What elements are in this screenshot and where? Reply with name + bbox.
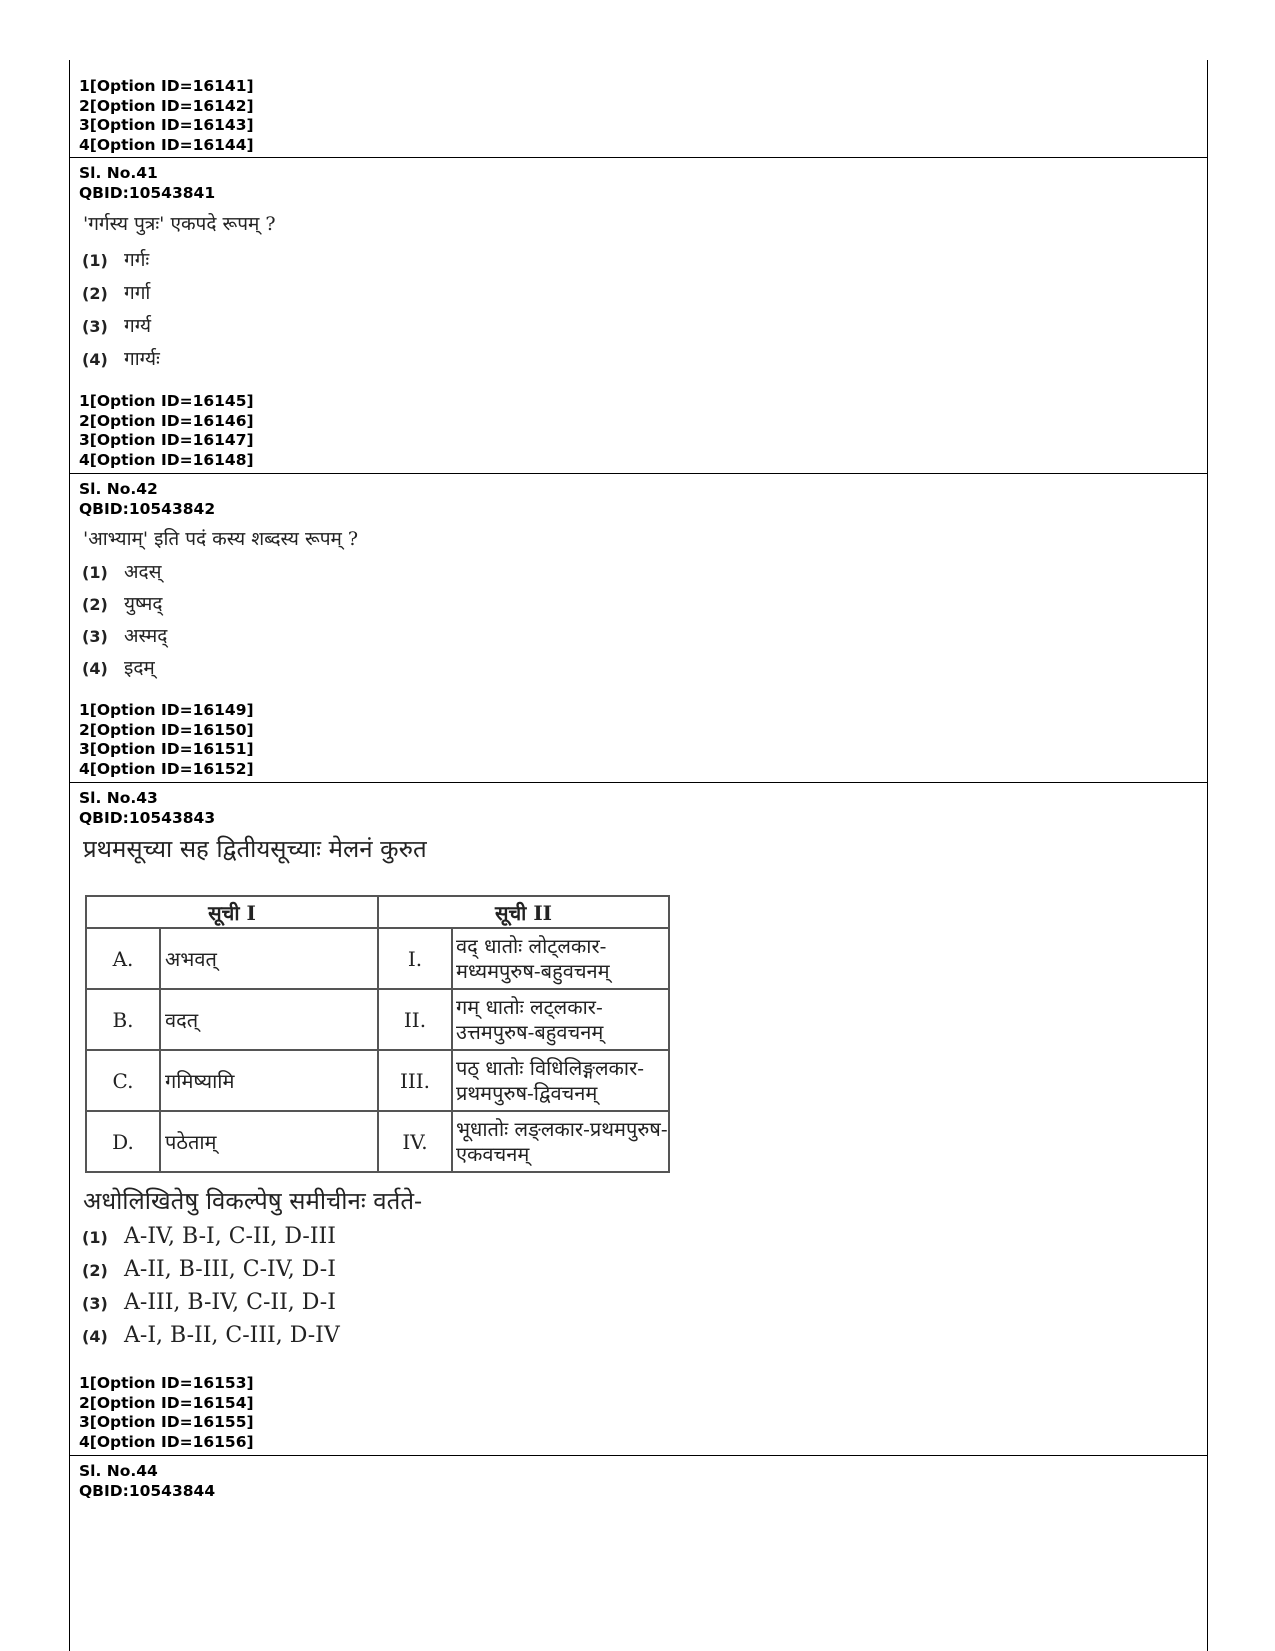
table-cell: III. [378,1050,452,1111]
table-row [86,928,669,989]
option-id: 4[Option ID=16144] [79,135,254,154]
table-cell: D. [86,1111,160,1172]
table-cell: II. [378,989,452,1050]
qbid: QBID:10543841 [79,183,216,202]
option-id-list [70,392,1208,470]
option-id: 4[Option ID=16156] [79,1432,254,1451]
question-prompt: अधोलिखितेषु विकल्पेषु समीचीनः वर्तते- [83,1187,423,1215]
table-cell: C. [86,1050,160,1111]
qbid: QBID:10543842 [79,499,216,518]
table-cell: गम् धातोः लट्लकार-उत्तमपुरुष-बहुवचनम् [452,989,669,1050]
table-cell: I. [378,928,452,989]
option-id: 2[Option ID=16150] [79,720,254,739]
option-id: 3[Option ID=16147] [79,431,254,450]
qbid: QBID:10543844 [79,1481,216,1500]
answer-option: (4) गार्ग्यः [82,348,160,370]
table-cell: वद् धातोः लोट्लकार-मध्यमपुरुष-बहुवचनम् [452,928,669,989]
qbid: QBID:10543843 [79,808,216,827]
table-header: सूची II [378,896,669,928]
table-header: सूची I [86,896,378,928]
question-text: प्रथमसूच्या सह द्वितीयसूच्याः मेलनं कुरुत [83,835,427,863]
answer-option: (3) A-III, B-IV, C-II, D-I [82,1290,336,1315]
divider [70,157,1208,158]
answer-option: (2) A-II, B-III, C-IV, D-I [82,1257,336,1282]
answer-option: (1) अदस् [82,561,162,583]
answer-option: (1) A-IV, B-I, C-II, D-III [82,1224,336,1249]
answer-option: (2) गर्गा [82,282,151,304]
match-table [85,895,670,1173]
option-id: 3[Option ID=16155] [79,1413,254,1432]
option-id: 1[Option ID=16153] [79,1374,254,1392]
question-paper-page [69,60,1208,1651]
option-id-list [70,77,1208,155]
option-id: 2[Option ID=16154] [79,1393,254,1412]
table-cell: A. [86,928,160,989]
table-cell: B. [86,989,160,1050]
answer-option: (4) इदम् [82,657,155,679]
table-header-row [86,896,669,928]
option-id: 1[Option ID=16141] [79,77,254,95]
question-header [70,164,1208,203]
question-text: 'आभ्याम्' इति पदं कस्य शब्दस्य रूपम् ? [83,528,359,550]
table-cell: वदत् [160,989,378,1050]
table-cell: गमिष्यामि [160,1050,378,1111]
answer-option: (4) A-I, B-II, C-III, D-IV [82,1323,340,1348]
table-cell: पठेताम् [160,1111,378,1172]
question-text: 'गर्गस्य पुत्रः' एकपदे रूपम् ? [83,213,276,235]
option-id: 2[Option ID=16146] [79,411,254,430]
divider [70,473,1208,474]
option-id: 3[Option ID=16143] [79,116,254,135]
question-header [70,789,1208,828]
table-cell: पठ् धातोः विधिलिङ्गलकार-प्रथमपुरुष-द्विवचनम् [452,1050,669,1111]
serial-number: Sl. No.43 [79,789,158,807]
table-cell: भूधातोः लङ्लकार-प्रथमपुरुष-एकवचनम् [452,1111,669,1172]
divider [70,782,1208,783]
option-id-list [70,701,1208,779]
divider [70,1455,1208,1456]
answer-option: (3) गर्ग्य [82,315,152,337]
serial-number: Sl. No.41 [79,164,158,182]
option-id: 4[Option ID=16148] [79,450,254,469]
answer-option: (1) गर्गः [82,249,150,271]
answer-option: (2) युष्मद् [82,593,163,615]
table-cell: IV. [378,1111,452,1172]
option-id-list [70,1374,1208,1452]
serial-number: Sl. No.42 [79,480,158,498]
option-id: 2[Option ID=16142] [79,96,254,115]
question-header [70,1462,1208,1501]
answer-option: (3) अस्मद् [82,625,168,647]
table-row [86,1050,669,1111]
option-id: 3[Option ID=16151] [79,740,254,759]
table-row [86,989,669,1050]
table-row [86,1111,669,1172]
option-id: 1[Option ID=16145] [79,392,254,410]
serial-number: Sl. No.44 [79,1462,158,1480]
option-id: 4[Option ID=16152] [79,759,254,778]
question-header [70,480,1208,519]
option-id: 1[Option ID=16149] [79,701,254,719]
table-cell: अभवत् [160,928,378,989]
